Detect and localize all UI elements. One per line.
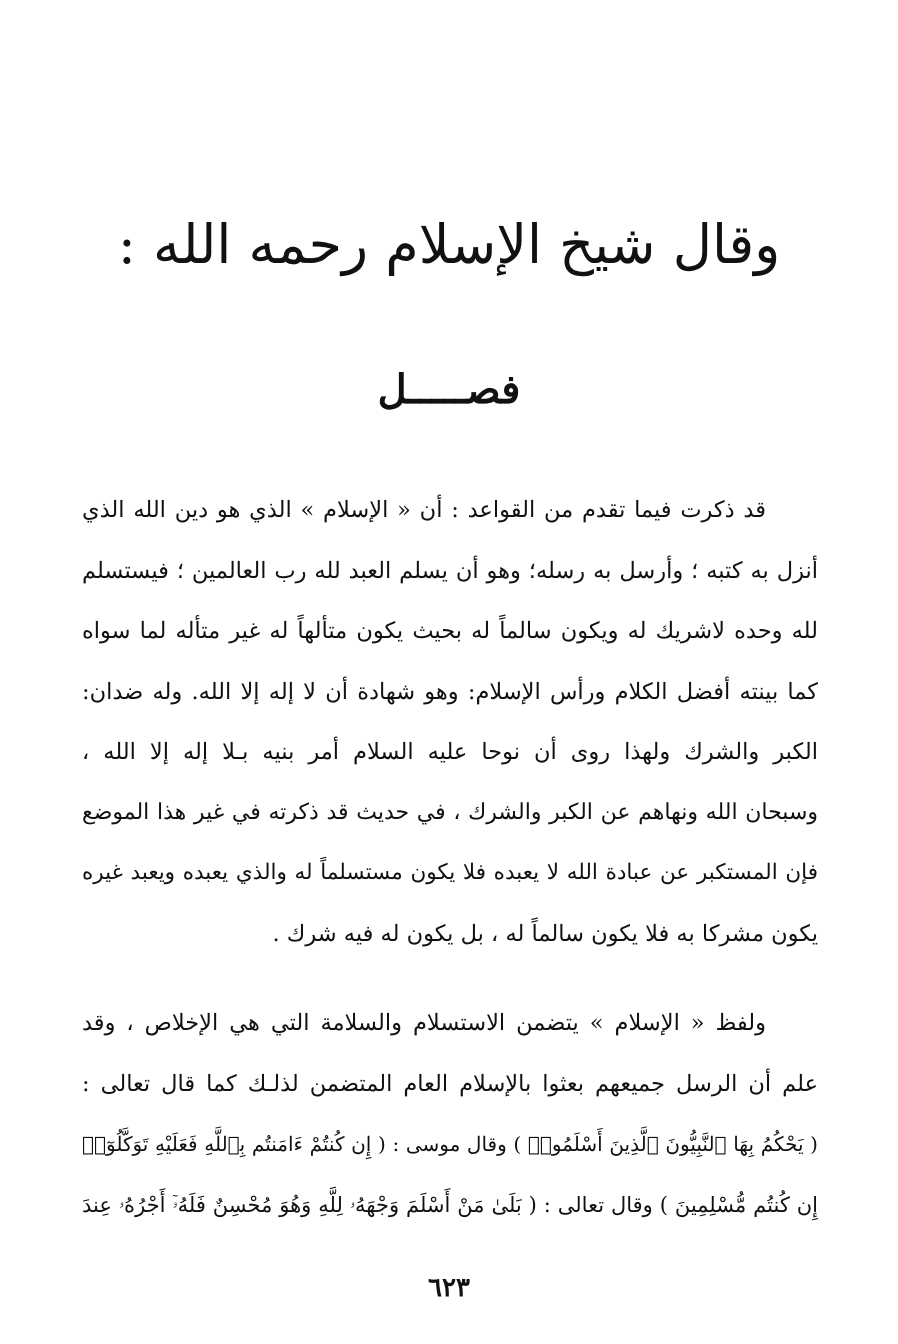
paragraph-line: علم أن الرسل جميعهم بعثوا بالإسلام العام المتضمن لذلـك كما قال تعالى :	[82, 1070, 818, 1097]
quran-verse-line: إِن كُنتُم مُّسْلِمِينَ ) وقال تعالى : ( بَلَىٰ مَنْ أَسْلَمَ وَجْهَهُۥ لِلَّهِ وَهُوَ مُحْسِنٌ فَلَهُۥٓ أَجْرُهُۥ عِندَ	[82, 1192, 818, 1217]
paragraph-line: الكبر والشرك ولهذا روى أن نوحا عليه السلام أمر بنيه بـلا إله إلا الله ،	[82, 739, 818, 765]
page-number: ٦٢٣	[428, 1273, 470, 1303]
paragraph-1	[82, 480, 818, 964]
quran-verse-line: ( يَحْكُمُ بِهَا ٱلنَّبِيُّونَ ٱلَّذِينَ أَسْلَمُوا۟ ) وقال موسى : ( إِن كُنتُمْ ءَامَنتُم بِٱللَّهِ فَعَلَيْهِ تَوَكَّلُوٓا۟	[82, 1132, 818, 1156]
page-title: وقال شيخ الإسلام رحمه الله :	[117, 213, 781, 276]
section-heading: فصـــــل	[377, 366, 521, 413]
paragraph-line: لله وحده لاشريك له ويكون سالماً له بحيث يكون متألهاً له غير متأله لما سواه	[82, 618, 818, 644]
paragraph-line: فإن المستكبر عن عبادة الله لا يعبده فلا يكون مستسلماً له والذي يعبده ويعبد غيره	[82, 860, 818, 885]
paragraph-line: قد ذكرت فيما تقدم من القواعد : أن « الإسلام » الذي هو دين الله الذي	[82, 497, 766, 523]
paragraph-line: ولفظ « الإسلام » يتضمن الاستسلام والسلامة التي هي الإخلاص ، وقد	[82, 1010, 766, 1036]
paragraph-line: يكون مشركا به فلا يكون سالماً له ، بل يكون له فيه شرك .	[272, 920, 818, 947]
paragraph-2	[82, 993, 818, 1235]
paragraph-line: كما بينته أفضل الكلام ورأس الإسلام: وهو شهادة أن لا إله إلا الله. وله ضدان:	[82, 678, 818, 705]
paragraph-line: وسبحان الله ونهاهم عن الكبر والشرك ، في حديث قد ذكرته في غير هذا الموضع	[82, 799, 818, 825]
paragraph-line: أنزل به كتبه ؛ وأرسل به رسله؛ وهو أن يسلم العبد لله رب العالمين ؛ فيستسلم	[82, 557, 818, 584]
